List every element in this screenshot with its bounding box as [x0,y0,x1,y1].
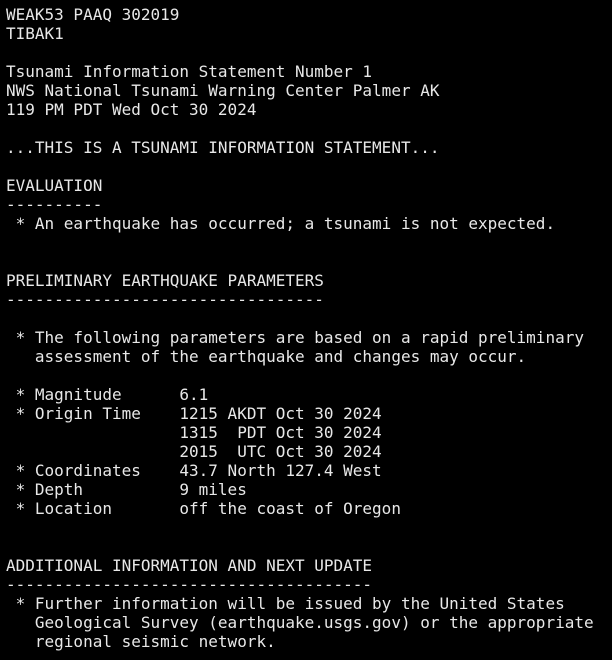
product-id: TIBAK1 [6,24,64,43]
param-depth: * Depth 9 miles [6,480,247,499]
statement-title: Tsunami Information Statement Number 1 [6,62,373,81]
blank-line [6,157,610,176]
section-rule: ---------- [6,195,103,214]
blank-line [6,252,610,271]
param-coordinates: * Coordinates 43.7 North 127.4 West [6,461,382,480]
blank-line [6,366,610,385]
blank-line [6,119,610,138]
evaluation-item: * An earthquake has occurred; a tsunami is not expected. [6,214,556,233]
blank-line [6,233,610,252]
product-header: WEAK53 PAAQ 302019 [6,5,180,24]
param-origin-time-pdt: 1315 PDT Oct 30 2024 [6,423,382,442]
section-heading-evaluation: EVALUATION [6,176,103,195]
additional-info-continued: regional seismic network. [6,632,276,651]
statement-headline: ...THIS IS A TSUNAMI INFORMATION STATEMENT... [6,138,440,157]
blank-line [6,43,610,62]
param-origin-time-utc: 2015 UTC Oct 30 2024 [6,442,382,461]
issue-time: 119 PM PDT Wed Oct 30 2024 [6,100,257,119]
blank-line [6,309,610,328]
parameters-note: * The following parameters are based on a rapid preliminary [6,328,584,347]
parameters-note-continued: assessment of the earthquake and changes may occur. [6,347,527,366]
section-heading-parameters: PRELIMINARY EARTHQUAKE PARAMETERS [6,271,324,290]
additional-info-continued: Geological Survey (earthquake.usgs.gov) or the appropriate [6,613,594,632]
param-magnitude: * Magnitude 6.1 [6,385,209,404]
param-origin-time: * Origin Time 1215 AKDT Oct 30 2024 [6,404,382,423]
issuing-office: NWS National Tsunami Warning Center Palmer AK [6,81,440,100]
param-location: * Location off the coast of Oregon [6,499,401,518]
section-rule: -------------------------------------- [6,575,373,594]
blank-line [6,518,610,537]
section-rule: --------------------------------- [6,290,324,309]
blank-line [6,537,610,556]
section-heading-additional-info: ADDITIONAL INFORMATION AND NEXT UPDATE [6,556,373,575]
bulletin-text [6,5,610,657]
additional-info-item: * Further information will be issued by the United States [6,594,565,613]
